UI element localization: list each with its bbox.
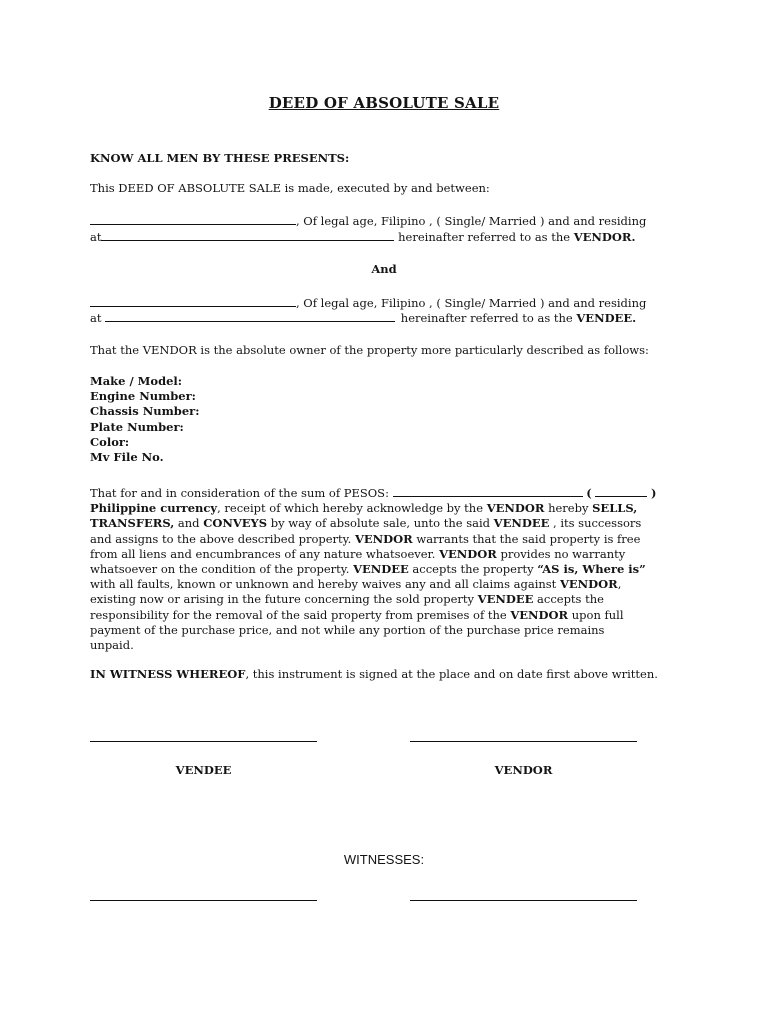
vendee-ref: VENDEE (477, 592, 534, 607)
amount-figure-blank[interactable] (595, 485, 647, 497)
amount-words-blank[interactable] (393, 485, 583, 497)
vendor-signature-line[interactable] (410, 741, 637, 742)
future-text: existing now or arising in the future concerning the sold property (90, 592, 475, 607)
consideration-line-11: unpaid. (90, 638, 134, 653)
witness-1-signature-line[interactable] (90, 900, 317, 901)
witness-2-signature-line[interactable] (410, 900, 637, 901)
consideration-line-4 (90, 532, 656, 547)
faults-text: with all faults, known or unknown and hereby waives any and all claims against (90, 577, 557, 592)
vendee-label: VENDEE. (576, 311, 637, 325)
successors-text: , its successors (553, 516, 642, 531)
property-fields (90, 374, 199, 465)
vendee-signature-label: VENDEE (175, 763, 232, 777)
open-paren: ( (586, 486, 592, 500)
mv-file-label: Mv File No. (90, 450, 164, 465)
currency-text: Philippine currency (90, 501, 218, 516)
intro-text: This DEED OF ABSOLUTE SALE is made, executed by and between: (90, 181, 490, 195)
vendor-ref: VENDOR (559, 577, 618, 592)
no-warranty-text: provides no warranty (500, 546, 626, 561)
hereby-text: hereby (548, 501, 589, 516)
liens-text: from all liens and encumbrances of any nature whatsoever. (90, 546, 436, 561)
party-description: , Of legal age, Filipino , ( Single/ Married ) and and residing (296, 214, 647, 228)
vendee-address-line (90, 310, 636, 326)
receipt-text: , receipt of which hereby acknowledge by the (217, 501, 484, 516)
consideration-line-1 (90, 485, 656, 501)
color-label: Color: (90, 434, 130, 449)
accepts-text: accepts the property (412, 562, 534, 577)
vendor-ref: VENDOR (486, 501, 545, 516)
conveys-text: CONVEYS (203, 516, 268, 531)
close-paren: ) (651, 486, 657, 500)
referred-text: hereinafter referred to as the (400, 311, 573, 325)
vendor-address-blank[interactable] (101, 229, 394, 241)
consideration-line-10: payment of the purchase price, and not while any portion of the purchase price remains (90, 622, 605, 637)
consideration-line-6 (90, 562, 656, 577)
party-description: , Of legal age, Filipino , ( Single/ Married ) and and residing (296, 296, 647, 310)
vendee-ref: VENDEE (353, 562, 409, 577)
vendor-signature-label: VENDOR (494, 763, 553, 777)
transfers-text: TRANSFERS, (90, 516, 175, 531)
plate-number-label: Plate Number: (90, 419, 184, 434)
document-title: DEED OF ABSOLUTE SALE (268, 94, 500, 112)
accepts-the-text: accepts the (537, 592, 604, 607)
make-model-label: Make / Model: (90, 374, 183, 388)
consideration-line-5 (90, 547, 656, 562)
at-label: at (90, 311, 102, 325)
chassis-number-label: Chassis Number: (90, 404, 200, 419)
condition-text: whatsoever on the condition of the property. (90, 562, 350, 577)
vendee-signature-line[interactable] (90, 741, 317, 742)
vendor-label: VENDOR. (573, 230, 636, 244)
vendor-ref: VENDOR (439, 546, 497, 561)
witness-rest: , this instrument is signed at the place and on date first above written. (245, 667, 658, 681)
assigns-text: and assigns to the above described property. (90, 531, 352, 546)
engine-number-label: Engine Number: (90, 389, 196, 404)
responsibility-text: responsibility for the removal of the said property from premises of the (90, 607, 507, 622)
vendor-address-line (90, 229, 635, 245)
consideration-line-8 (90, 592, 656, 607)
referred-text: hereinafter referred to as the (398, 230, 571, 244)
witness-whereof: IN WITNESS WHEREOF (90, 667, 246, 681)
witnesses-heading: WITNESSES: (343, 852, 425, 867)
as-is-text: “AS is, Where is” (537, 562, 646, 577)
warrants-text: warrants that the said property is free (416, 531, 641, 546)
consideration-line-3 (90, 516, 656, 531)
vendee-address-blank[interactable] (105, 310, 395, 322)
vendor-name-blank[interactable] (90, 213, 296, 225)
vendor-ref: VENDOR (354, 531, 413, 546)
vendee-ref: VENDEE (493, 516, 550, 531)
consideration-paragraph (90, 485, 656, 653)
vendor-ref: VENDOR (510, 607, 569, 622)
consideration-line-9 (90, 608, 656, 623)
witness-statement (90, 667, 658, 682)
at-label: at (90, 230, 102, 244)
vendee-name-blank[interactable] (90, 295, 296, 307)
and-separator: And (371, 262, 397, 276)
sum-text: That for and in consideration of the sum of PESOS: (90, 486, 389, 500)
comma-text: , (617, 577, 622, 592)
upon-full-text: upon full (571, 607, 624, 622)
absolute-sale-text: by way of absolute sale, unto the said (270, 516, 490, 531)
vendee-party-line (90, 295, 646, 311)
consideration-line-2 (90, 501, 656, 516)
and-text: and (177, 516, 200, 531)
owner-statement: That the VENDOR is the absolute owner of the property more particularly described as follows: (90, 343, 649, 357)
sells-text: SELLS, (592, 501, 638, 516)
consideration-line-7 (90, 577, 656, 592)
vendor-party-line (90, 213, 646, 229)
know-all-heading: KNOW ALL MEN BY THESE PRESENTS: (90, 151, 350, 165)
